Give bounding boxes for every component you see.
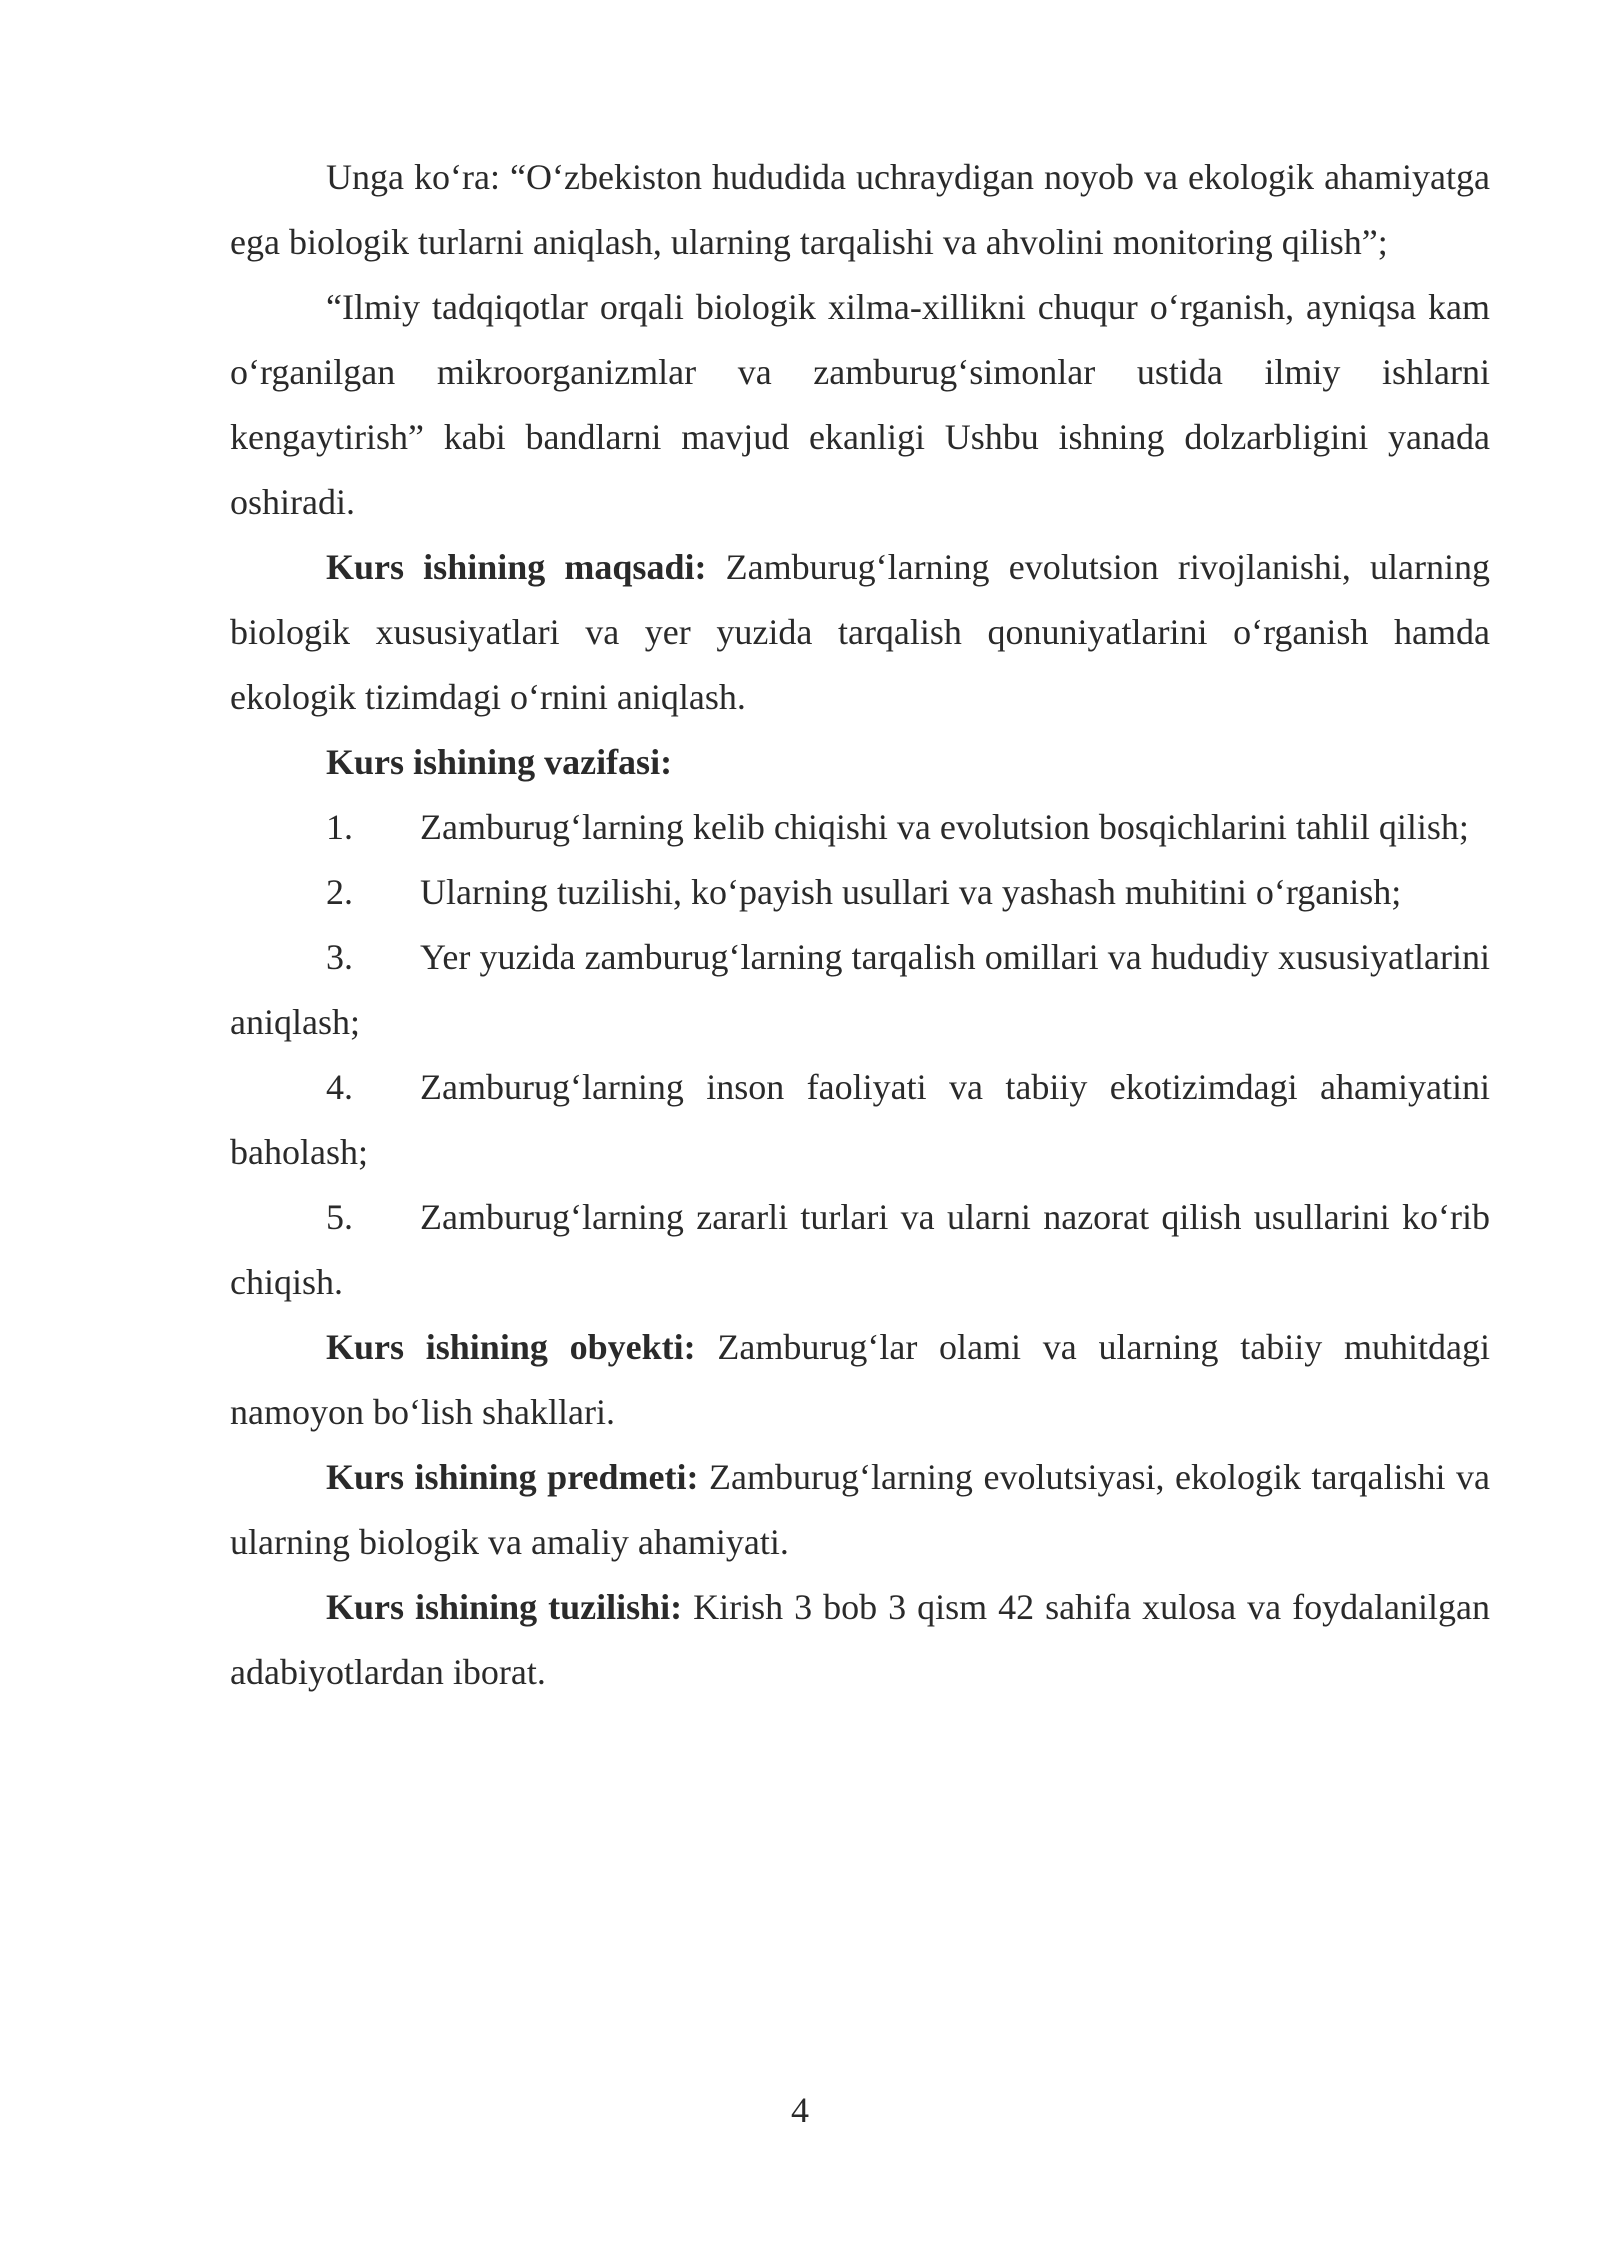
goal-paragraph [230,535,1490,730]
list-item [230,1055,1490,1185]
subject-text: Zamburug‘larning evolutsiyasi, ekologik tarqalishi va ularning biologik va amaliy ahamiyati. [230,1457,1490,1562]
page-body [230,145,1490,1705]
object-text: Zamburug‘lar olami va ularning tabiiy muhitdagi namoyon bo‘lish shakllari. [230,1327,1491,1432]
list-item-number: 2. [326,872,353,912]
tasks-heading-paragraph [230,730,1490,795]
list-item [230,795,1490,860]
object-paragraph [230,1315,1490,1445]
page-number: 4 [791,2090,809,2130]
list-item-number: 4. [326,1067,353,1107]
object-label: Kurs ishining obyekti: [326,1327,696,1367]
list-item-text: Zamburug‘larning inson faoliyati va tabiiy ekotizimdagi ahamiyatini baholash; [230,1067,1490,1172]
subject-paragraph [230,1445,1490,1575]
structure-text: Kirish 3 bob 3 qism 42 sahifa xulosa va foydalanilgan adabiyotlardan iborat. [230,1587,1491,1692]
list-item-text: Zamburug‘larning kelib chiqishi va evolutsion bosqichlarini tahlil qilish; [420,807,1469,847]
list-item-text: Zamburug‘larning zararli turlari va ularni nazorat qilish usullarini ko‘rib chiqish. [230,1197,1490,1302]
quote-paragraph: “Ilmiy tadqiqotlar orqali biologik xilma-xillikni chuqur o‘rganish, ayniqsa kam o‘rganilgan mikroorganizmlar va zamburug‘simonlar ustida ilmiy ishlarni kengaytirish” kabi bandlarni mavjud ekanligi Ushbu ishning dolzarbligini yanada oshiradi. [230,287,1490,522]
list-item-number: 5. [326,1197,353,1237]
list-item [230,860,1490,925]
structure-paragraph [230,1575,1490,1705]
list-item-number: 3. [326,937,353,977]
list-item [230,1185,1490,1315]
list-item [230,925,1490,1055]
list-item-text: Ularning tuzilishi, ko‘payish usullari va yashash muhitini o‘rganish; [420,872,1402,912]
intro-paragraph: Unga ko‘ra: “O‘zbekiston hududida uchraydigan noyob va ekologik ahamiyatga ega biologik turlarni aniqlash, ularning tarqalishi va ahvolini monitoring qilish”; [230,157,1490,262]
list-item-text: Yer yuzida zamburug‘larning tarqalish omillari va hududiy xususiyatlarini aniqlash; [230,937,1490,1042]
structure-label: Kurs ishining tuzilishi: [326,1587,683,1627]
subject-label: Kurs ishining predmeti: [326,1457,699,1497]
list-item-number: 1. [326,807,353,847]
tasks-heading: Kurs ishining vazifasi: [326,742,673,782]
tasks-list [230,795,1490,1315]
goal-text: Zamburug‘larning evolutsion rivojlanishi, ularning biologik xususiyatlari va yer yuzida tarqalish qonuniyatlarini o‘rganish hamda ekologik tizimdagi o‘rnini aniqlash. [230,547,1491,717]
goal-label: Kurs ishining maqsadi: [326,547,707,587]
